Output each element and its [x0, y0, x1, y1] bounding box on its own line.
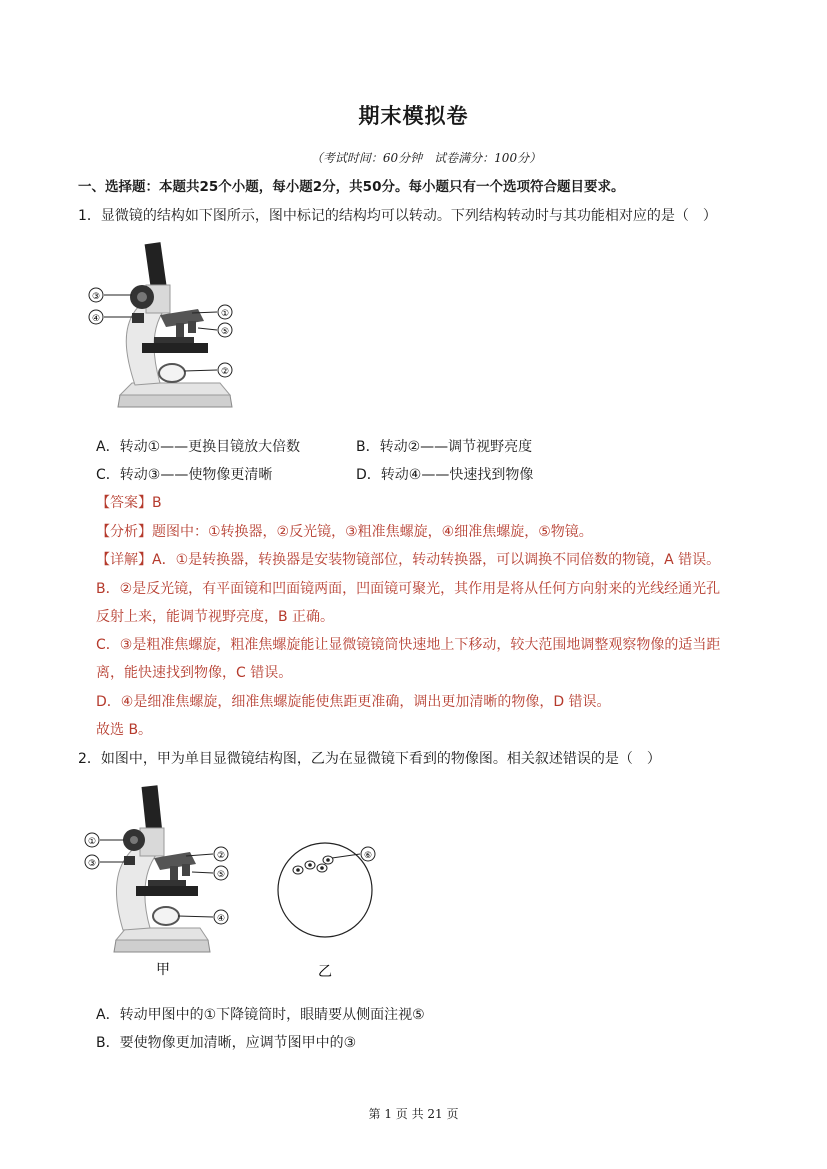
- microscope-drawing: [114, 785, 210, 952]
- q2-option-a: A．转动甲图中的①下降镜筒时，眼睛要从侧面注视⑤: [96, 1007, 425, 1023]
- figure-label: ②: [216, 851, 226, 861]
- q1-detail-c-line1: C．③是粗准焦螺旋，粗准焦螺旋能让显微镜镜筒快速地上下移动，较大范围地调整观察物像的适当距: [96, 637, 721, 653]
- page-number: 第 1 页 共 21 页: [368, 1107, 459, 1121]
- q1-conclusion: 故选 B。: [96, 722, 153, 738]
- figure-label: ⑥: [363, 851, 373, 861]
- q1-detail-b-line2: 反射上来，能调节视野亮度，B 正确。: [96, 609, 335, 625]
- q1-analysis: 【分析】题图中：①转换器，②反光镜，③粗准焦螺旋，④细准焦螺旋，⑤物镜。: [96, 524, 593, 540]
- leader-line: [332, 854, 360, 858]
- q1-detail-c-line2: 离，能快速找到物像，C 错误。: [96, 665, 293, 681]
- q1-detail-d: D．④是细准焦螺旋，细准焦螺旋能使焦距更准确，调出更加清晰的物像，D 错误。: [96, 694, 611, 710]
- figure-label: ④: [216, 914, 226, 924]
- page-title: 期末模拟卷: [358, 104, 469, 128]
- figure-label: ③: [91, 292, 101, 302]
- figure-label: ③: [87, 859, 97, 869]
- figure-label: ①: [87, 837, 97, 847]
- q1-detail-b-line1: B．②是反光镜，有平面镜和凹面镜两面，凹面镜可聚光，其作用是将从任何方向射来的光线经通光孔: [96, 581, 721, 597]
- figure-label: ④: [91, 314, 101, 324]
- q1-option-d: D．转动④——快速找到物像: [356, 467, 534, 483]
- q2-option-b: B．要使物像更加清晰，应调节图甲中的③: [96, 1035, 357, 1051]
- q1-detail-a: 【详解】A．①是转换器，转换器是安装物镜部位，转动转换器，可以调换不同倍数的物镜，A 错误。: [96, 552, 721, 568]
- figure-label: ⑤: [220, 327, 230, 337]
- microscope-figure-2: [78, 780, 238, 980]
- figure-label: ②: [220, 367, 230, 377]
- figure-caption-yi: 乙: [318, 964, 332, 980]
- q1-option-b: B．转动②——调节视野亮度: [356, 439, 533, 455]
- figure-label: ①: [220, 309, 230, 319]
- figure-caption-jia: 甲: [156, 962, 170, 978]
- question-2-stem: 2．如图中，甲为单目显微镜结构图，乙为在显微镜下看到的物像图。相关叙述错误的是（ ）: [78, 751, 661, 767]
- exam-info: （考试时间：60分钟 试卷满分：100分）: [310, 151, 542, 165]
- question-1-stem: 1．显微镜的结构如下图所示，图中标记的结构均可以转动。下列结构转动时与其功能相对应的是（ ）: [78, 208, 717, 224]
- q1-answer: 【答案】B: [96, 495, 162, 511]
- microscope-view-figure: [270, 840, 390, 985]
- microscope-drawing: [118, 242, 232, 407]
- q1-option-a: A．转动①——更换目镜放大倍数: [96, 439, 301, 455]
- section-heading: 一、选择题：本题共25个小题，每小题2分，共50分。每小题只有一个选项符合题目要求。: [78, 179, 625, 195]
- cells: [293, 856, 333, 874]
- microscope-figure-1: [80, 235, 250, 420]
- q1-option-c: C．转动③——使物像更清晰: [96, 467, 273, 483]
- figure-label: ⑤: [216, 870, 226, 880]
